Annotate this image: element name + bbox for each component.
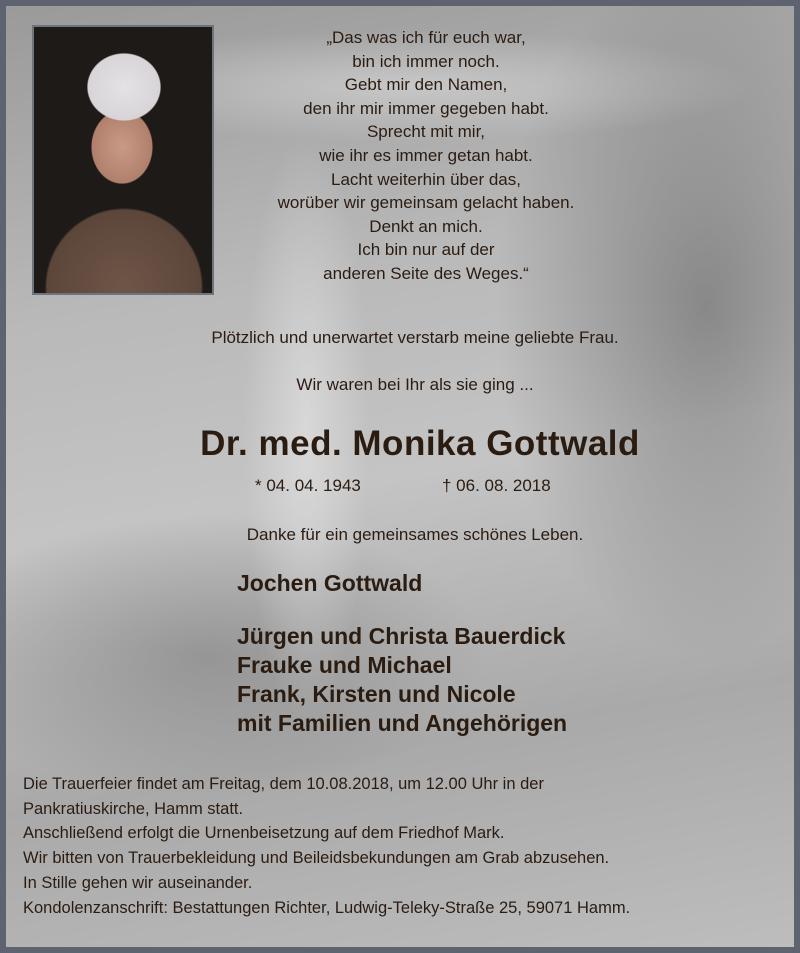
- info-line: Die Trauerfeier findet am Freitag, dem 10.08.2018, um 12.00 Uhr in der: [23, 775, 544, 793]
- info-line: In Stille gehen wir auseinander.: [23, 873, 253, 892]
- poem-line: Ich bin nur auf der: [357, 240, 495, 260]
- death-date: † 06. 08. 2018: [442, 476, 551, 495]
- poem: [226, 26, 626, 286]
- family-line: Jürgen und Christa Bauerdick: [237, 623, 566, 649]
- poem-line: bin ich immer noch.: [352, 51, 500, 71]
- info-line: Pankratiuskirche, Hamm statt.: [23, 799, 244, 818]
- intro-text-2: Wir waren bei Ihr als sie ging ...: [296, 375, 534, 394]
- poem-line: wie ihr es immer getan habt.: [319, 145, 533, 165]
- poem-line: worüber wir gemeinsam gelacht haben.: [277, 193, 575, 213]
- family-list: [237, 622, 567, 738]
- family-line: mit Familien und Angehörigen: [237, 710, 568, 736]
- info-line: Wir bitten von Trauerbekleidung und Beileidsbekundungen am Grab abzusehen.: [23, 849, 610, 868]
- spouse-name: Jochen Gottwald: [237, 570, 423, 596]
- info-line: Kondolenzanschrift: Bestattungen Richter, Ludwig-Teleky-Straße 25, 59071 Hamm.: [23, 898, 631, 917]
- ceremony-info: [23, 772, 630, 920]
- obituary-notice: [6, 6, 794, 947]
- poem-line: Sprecht mit mir,: [366, 122, 486, 142]
- poem-line: Denkt an mich.: [369, 216, 483, 236]
- poem-line: Lacht weiterhin über das,: [331, 169, 521, 189]
- poem-line: Gebt mir den Namen,: [344, 75, 508, 95]
- poem-line: den ihr mir immer gegeben habt.: [303, 98, 549, 118]
- birth-date: * 04. 04. 1943: [255, 476, 361, 495]
- family-line: Frauke und Michael: [237, 652, 452, 678]
- info-line: Anschließend erfolgt die Urnenbeisetzung auf dem Friedhof Mark.: [23, 824, 505, 843]
- thanks-text: Danke für ein gemeinsames schönes Leben.: [246, 525, 584, 544]
- family-line: Frank, Kirsten und Nicole: [237, 681, 516, 707]
- deceased-name: Dr. med. Monika Gottwald: [200, 424, 640, 463]
- poem-line: „Das was ich für euch war,: [326, 28, 526, 47]
- intro-text: Plötzlich und unerwartet verstarb meine geliebte Frau.: [211, 328, 619, 347]
- poem-line: anderen Seite des Weges.“: [323, 263, 529, 283]
- portrait-photo: [32, 25, 214, 295]
